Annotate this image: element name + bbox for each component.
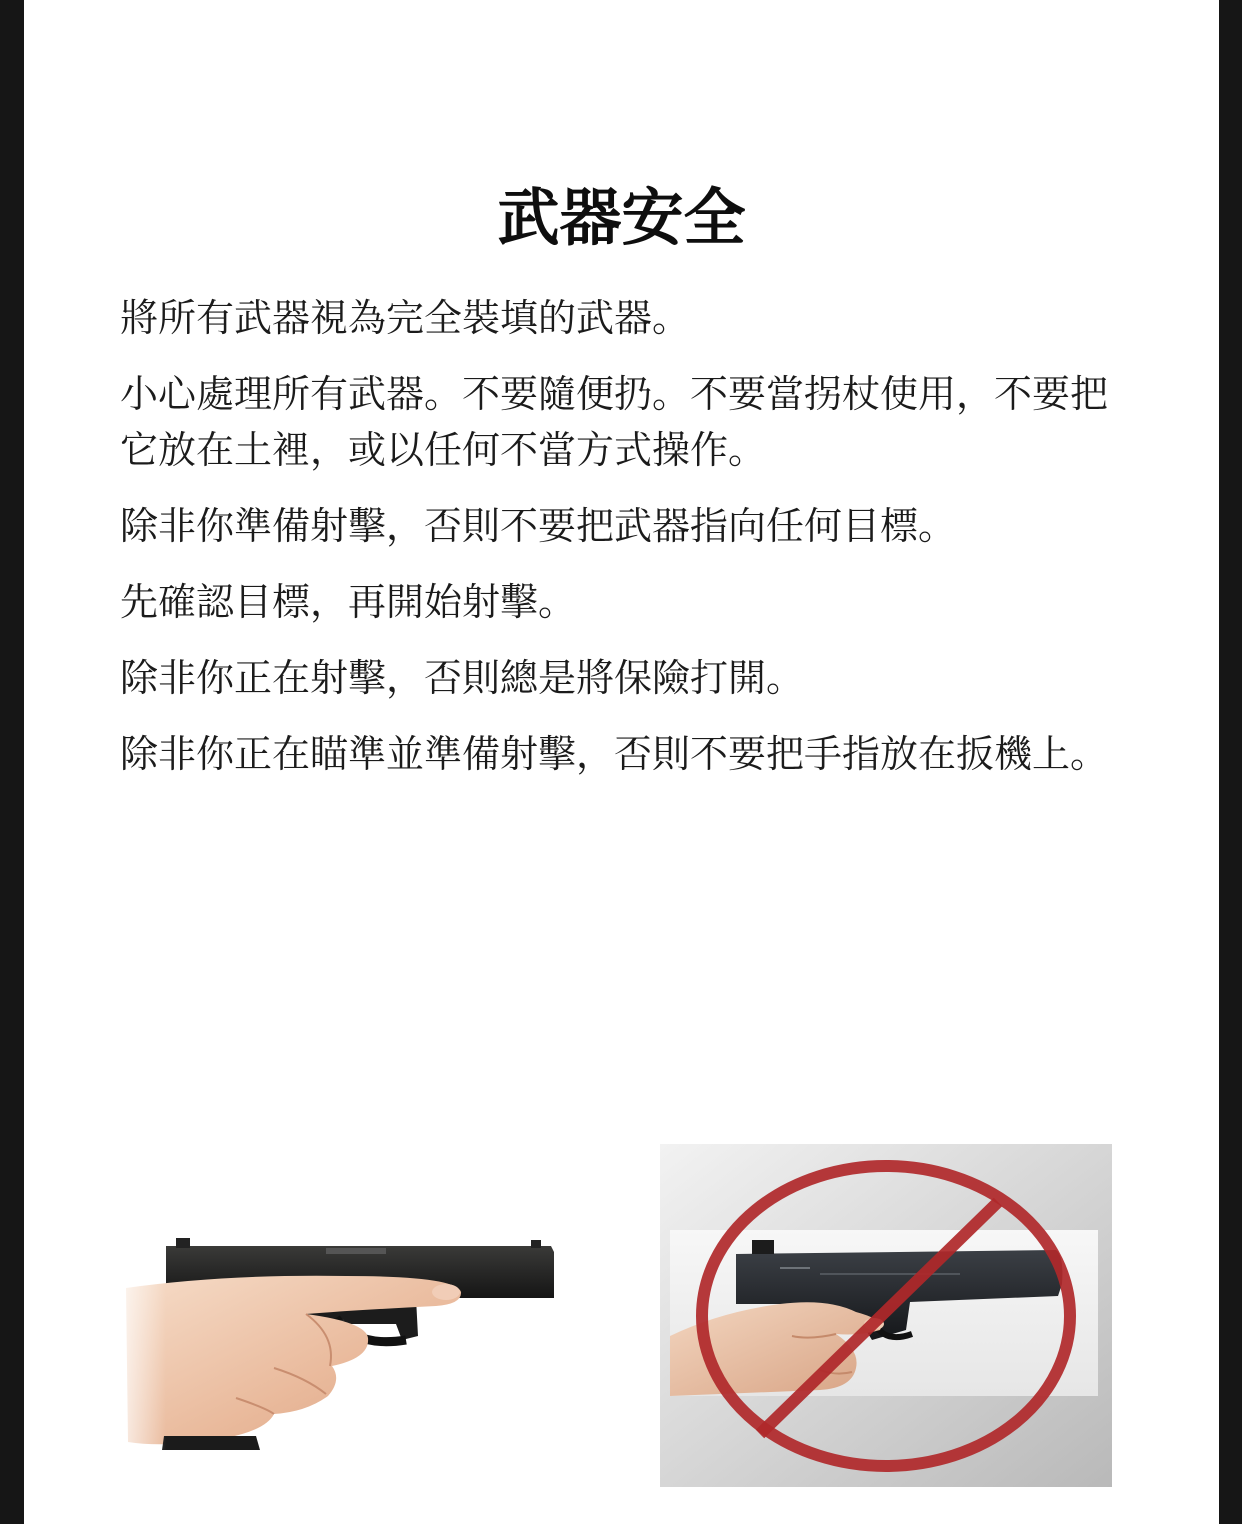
pistol-finger-on-trigger-prohibited-icon: [660, 1144, 1112, 1487]
page-title: 武器安全: [497, 181, 746, 254]
safety-rule-5: 除非你正在射擊，否則總是將保險打開。: [120, 656, 805, 700]
safety-rule-2: 小心處理所有武器。不要隨便扔。不要當拐杖使用，不要把它放在土裡，或以任何不當方式操作。: [120, 372, 1109, 472]
safety-rule-3: 除非你準備射擊，否則不要把武器指向任何目標。: [120, 504, 957, 548]
safety-rule-6: 除非你正在瞄準並準備射擊，否則不要把手指放在扳機上。: [120, 732, 1109, 776]
safety-rules-list: [120, 290, 1120, 802]
viewer-left-edge: [0, 0, 24, 1524]
pistol-finger-off-trigger-icon: [106, 1218, 556, 1454]
safety-rule-1: 將所有武器視為完全裝填的武器。: [120, 296, 691, 340]
viewer-right-edge: [1219, 0, 1242, 1524]
document-page: [24, 0, 1219, 1524]
safety-rule-4: 先確認目標，再開始射擊。: [120, 580, 577, 624]
